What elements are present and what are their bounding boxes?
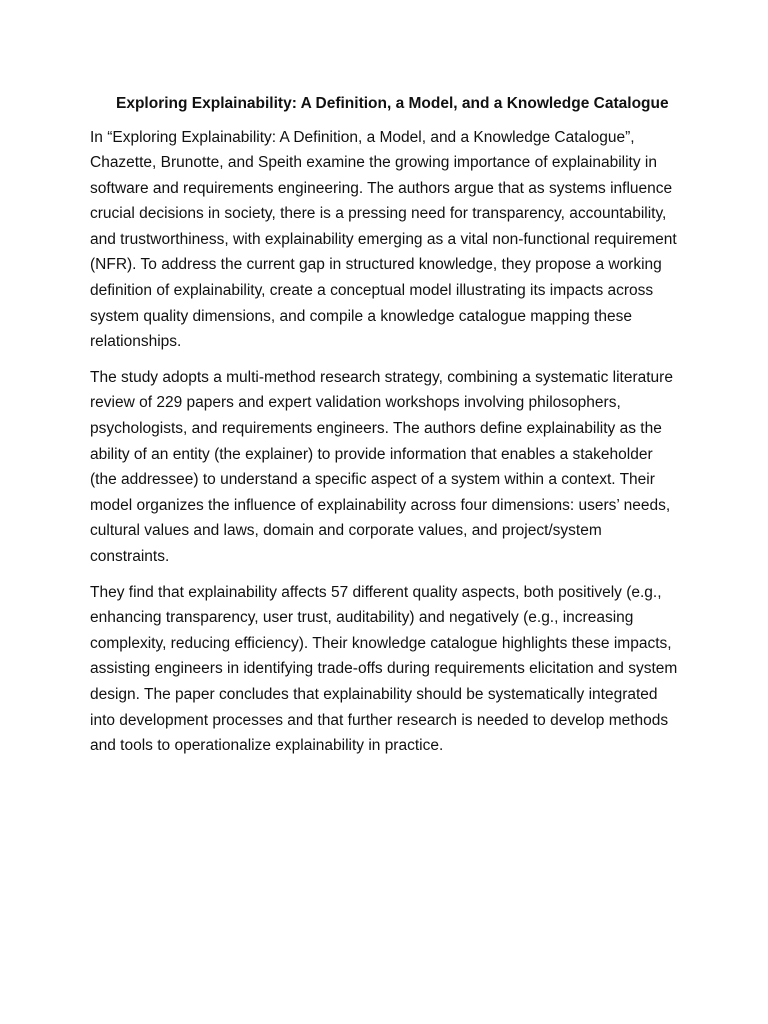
paragraph-summary: In “Exploring Explainability: A Definition, a Model, and a Knowledge Catalogue”, Chazette, Brunotte, and Speith examine the growing importance of explainability in software and requirements engineering. The authors argue that as systems influence crucial decisions in society, there is a pressing need for transparency, accountability, and trustworthiness, with explainability emerging as a vital non-functional requirement (NFR). To address the current gap in structured knowledge, they propose a working definition of explainability, create a conceptual model illustrating its impacts across system quality dimensions, and compile a knowledge catalogue mapping these relationships. (90, 128, 677, 351)
document-page (90, 91, 678, 769)
document-title: Exploring Explainability: A Definition, a Model, and a Knowledge Catalogue (116, 95, 669, 112)
paragraph-findings: They find that explainability affects 57 different quality aspects, both positively (e.g., enhancing transparency, user trust, auditability) and negatively (e.g., increasing complexity, reducing efficiency). Their knowledge catalogue highlights these impacts, assisting engineers in identifying trade-offs during requirements elicitation and system design. The paper concludes that explainability should be systematically integrated into development processes and that further research is needed to develop methods and tools to operationalize explainability in practice. (90, 583, 678, 755)
paragraph-method: The study adopts a multi-method research strategy, combining a systematic literature review of 229 papers and expert validation workshops involving philosophers, psychologists, and requirements engineers. The authors define explainability as the ability of an entity (the explainer) to provide information that enables a stakeholder (the addressee) to understand a specific aspect of a system within a context. Their model organizes the influence of explainability across four dimensions: users’ needs, cultural values and laws, domain and corporate values, and project/system constraints. (90, 368, 673, 565)
